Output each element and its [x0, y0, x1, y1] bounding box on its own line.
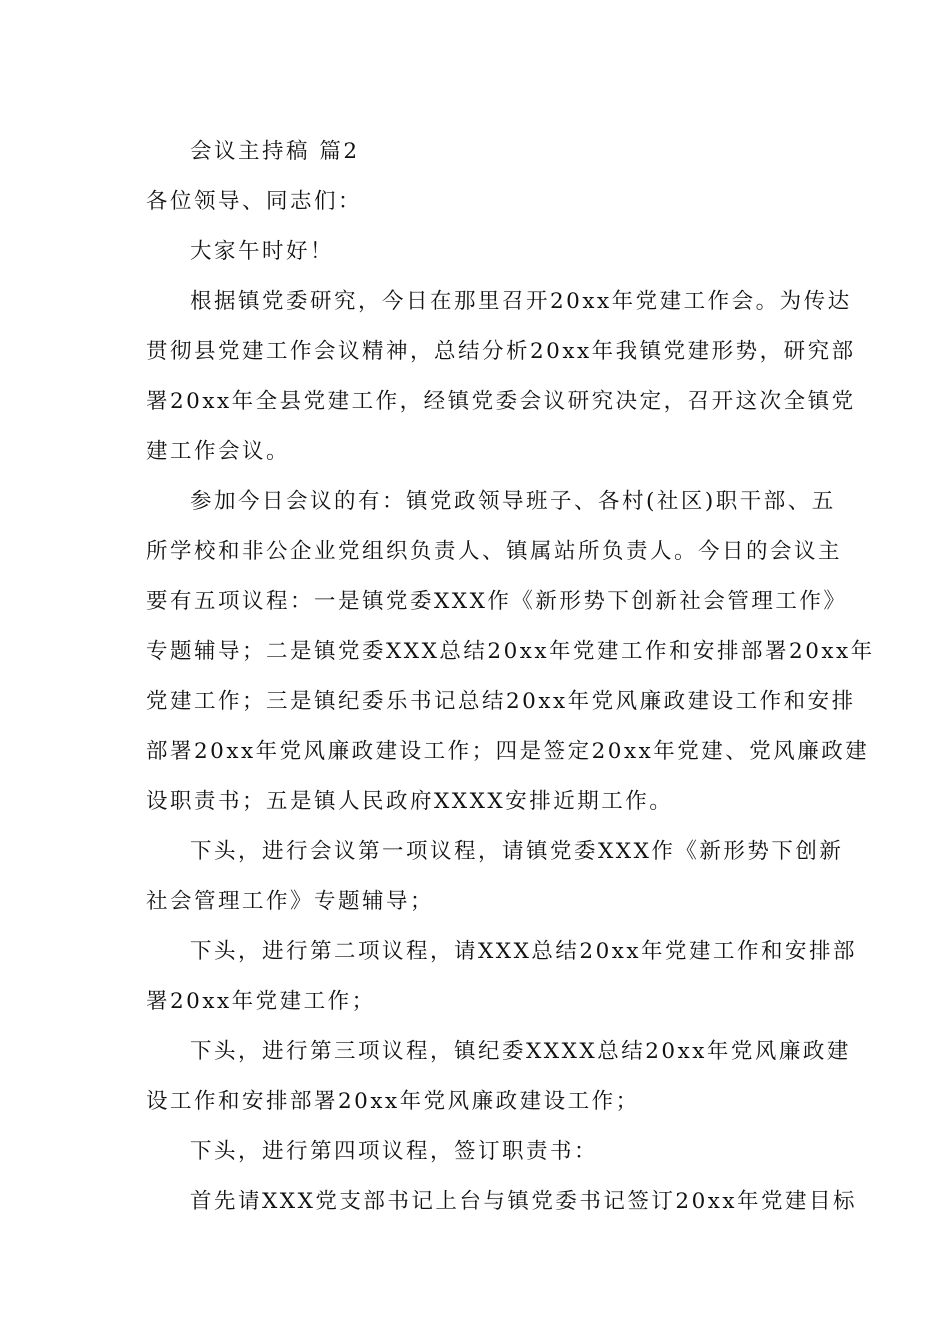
salutation: 各位领导、同志们： [146, 189, 363, 214]
paragraph-line: 党建工作；三是镇纪委乐书记总结20xx年党风廉政建设工作和安排 [146, 689, 856, 714]
paragraph-line: 贯彻县党建工作会议精神，总结分析20xx年我镇党建形势，研究部 [146, 339, 856, 364]
paragraph-line: 设工作和安排部署20xx年党风廉政建设工作； [146, 1089, 640, 1114]
paragraph-line: 根据镇党委研究，今日在那里召开20xx年党建工作会。为传达 [190, 289, 852, 314]
paragraph-line: 首先请XXX党支部书记上台与镇党委书记签订20xx年党建目标 [190, 1189, 858, 1214]
greeting: 大家午时好！ [190, 239, 335, 264]
paragraph-line: 下头，进行第四项议程，签订职责书： [190, 1139, 599, 1164]
paragraph-line: 下头，进行第三项议程，镇纪委XXXX总结20xx年党风廉政建 [190, 1039, 851, 1064]
paragraph-line: 下头，进行会议第一项议程，请镇党委XXX作《新形势下创新 [190, 839, 844, 864]
paragraph-line: 署20xx年全县党建工作，经镇党委会议研究决定，召开这次全镇党 [146, 389, 856, 414]
paragraph-line: 专题辅导；二是镇党委XXX总结20xx年党建工作和安排部署20xx年 [146, 639, 875, 664]
paragraph-line: 部署20xx年党风廉政建设工作；四是签定20xx年党建、党风廉政建 [146, 739, 870, 764]
paragraph-line: 参加今日会议的有：镇党政领导班子、各村(社区)职干部、五 [190, 489, 836, 514]
paragraph-line: 署20xx年党建工作； [146, 989, 376, 1014]
paragraph-line: 下头，进行第二项议程，请XXX总结20xx年党建工作和安排部 [190, 939, 858, 964]
paragraph-line: 建工作会议。 [146, 439, 291, 464]
paragraph-line: 设职责书；五是镇人民政府XXXX安排近期工作。 [146, 789, 674, 814]
paragraph-line: 所学校和非公企业党组织负责人、镇属站所负责人。今日的会议主 [146, 539, 843, 564]
section-heading: 会议主持稿 篇2 [190, 139, 360, 164]
paragraph-line: 社会管理工作》专题辅导； [146, 889, 435, 914]
paragraph-line: 要有五项议程：一是镇党委XXX作《新形势下创新社会管理工作》 [146, 589, 848, 614]
